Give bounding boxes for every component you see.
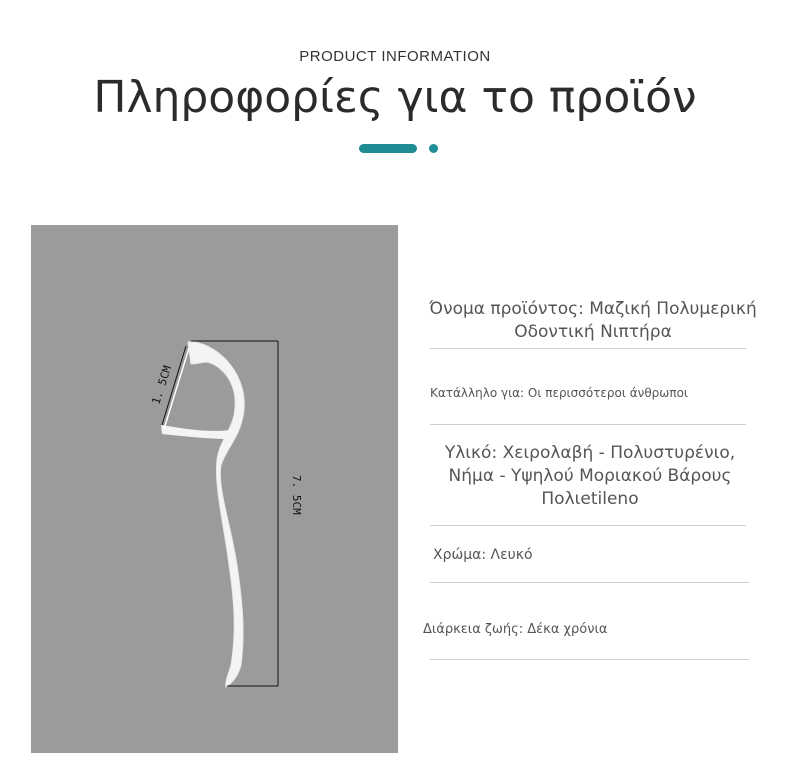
floss-pick-handle bbox=[188, 342, 244, 687]
spec-color-text: Χρώμα: Λευκό bbox=[433, 547, 533, 563]
title-accent-dot bbox=[429, 144, 438, 153]
spec-material-text: Υλικό: Χειρολαβή - Πολυστυρένιο, Νήμα - Υψηλού Μοριακού Βάρους Πολιetileno bbox=[444, 443, 736, 509]
spec-divider bbox=[430, 348, 746, 349]
spec-material bbox=[425, 442, 755, 511]
page-title: Πληροφορίες για το προϊόν bbox=[93, 72, 697, 123]
section-eyebrow: PRODUCT INFORMATION bbox=[299, 48, 491, 65]
spec-shelf-life-text: Διάρκεια ζωής: Δέκα χρόνια bbox=[423, 622, 608, 637]
floss-line bbox=[164, 348, 189, 429]
product-photo bbox=[31, 225, 398, 753]
spec-suitable-for bbox=[430, 386, 746, 400]
width-dimension-label: 1. 5CM bbox=[149, 364, 175, 406]
spec-color bbox=[433, 547, 749, 563]
floss-pick-illustration bbox=[31, 225, 398, 753]
spec-divider bbox=[430, 525, 746, 526]
spec-product-name-text: Όνομα προϊόντος: Μαζική Πολυμερική Οδοντική Νιπτήρα bbox=[429, 299, 757, 342]
spec-product-name bbox=[425, 298, 761, 344]
spec-divider bbox=[430, 424, 746, 425]
title-accent-bar bbox=[359, 144, 417, 153]
height-dimension-label: 7. 5CM bbox=[290, 475, 303, 515]
spec-divider bbox=[430, 582, 749, 583]
spec-shelf-life bbox=[423, 622, 739, 637]
spec-divider bbox=[430, 659, 749, 660]
floss-pick-lower-prong bbox=[161, 425, 231, 439]
spec-suitable-for-text: Κατάλληλο για: Οι περισσότεροι άνθρωποι bbox=[430, 386, 688, 400]
